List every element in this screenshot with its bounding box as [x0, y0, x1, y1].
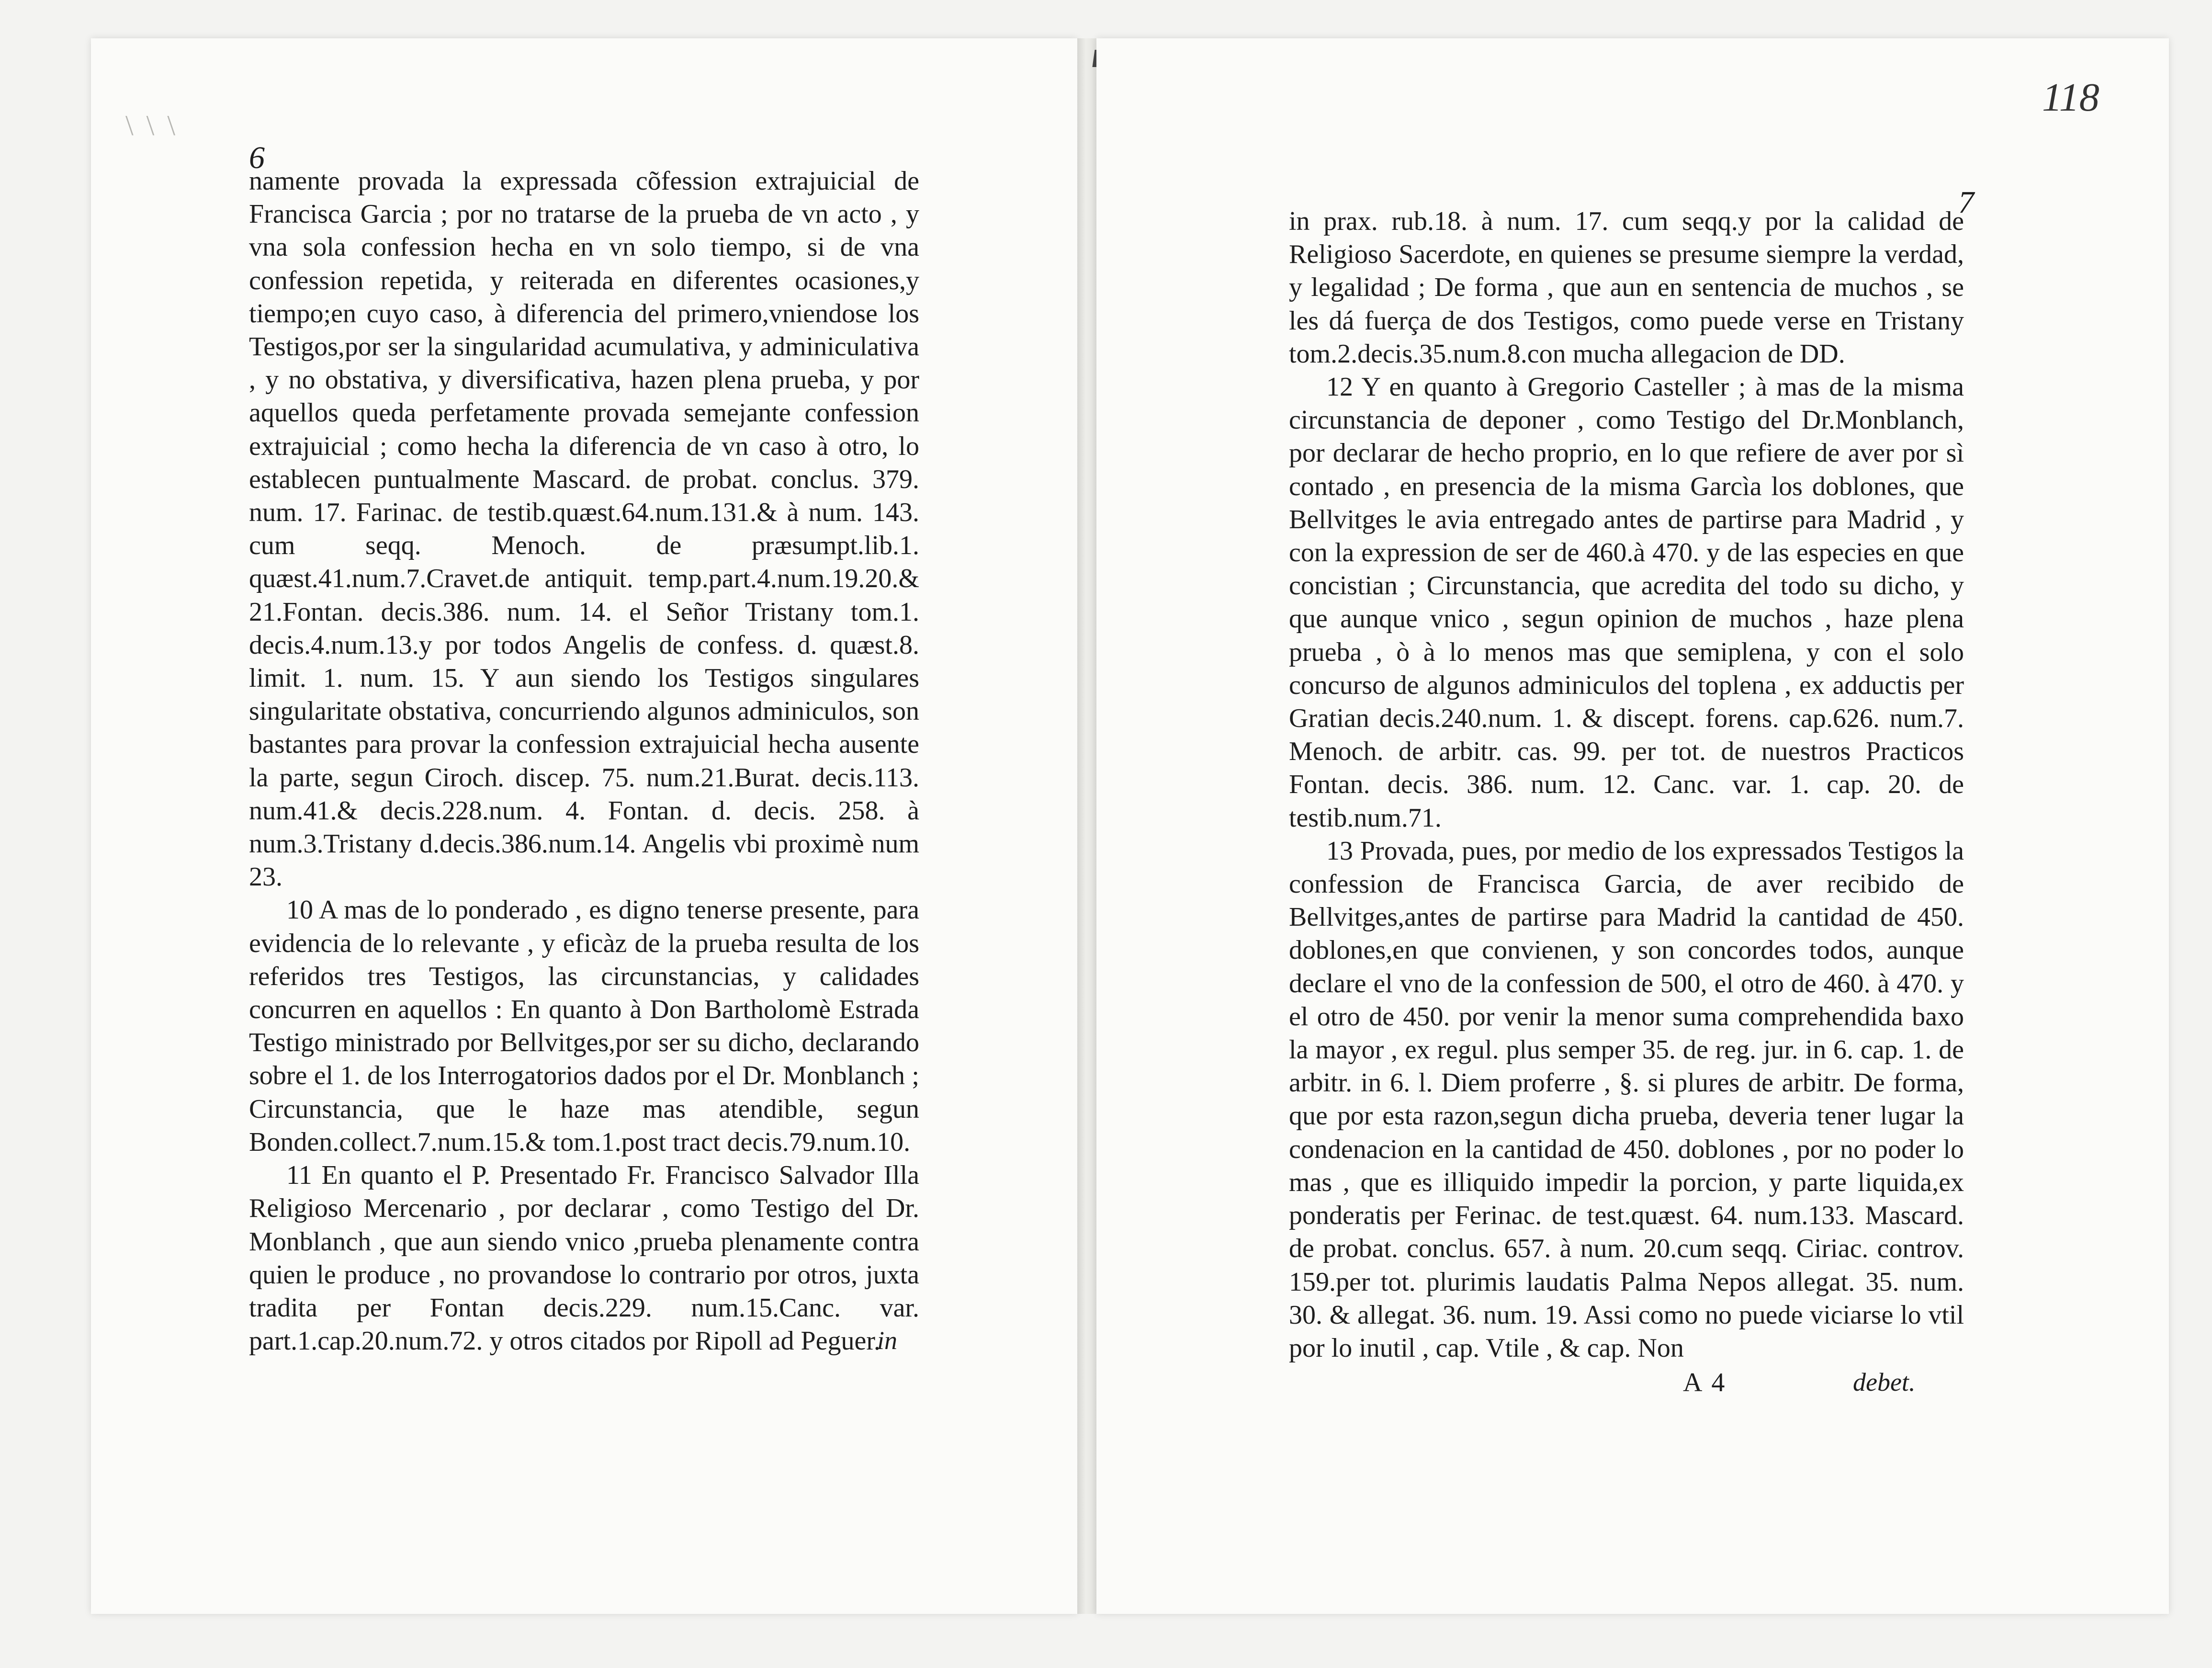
left-page-text [249, 165, 919, 1358]
left-catchword: in [877, 1326, 898, 1355]
book-gutter [1077, 38, 1096, 1614]
paragraph: in prax. rub.18. à num. 17. cum seqq.y por la calidad de Religioso Sacerdote, en quienes se presume siempre la verdad, y legalidad ; De forma , que aun en sentencia de muchos , se les dá fuerça de dos Testigos, como puede verse en Tristany tom.2.decis.35.num.8.con mucha allegacion de DD. [1289, 206, 1964, 369]
right-page-number: 7 [1958, 185, 1974, 220]
right-page-text [1289, 205, 1964, 1365]
paragraph: 10 A mas de lo ponderado , es digno tenerse presente, para evidencia de lo relevante , y eficàz de la prueba resulta de los referidos tres Testigos, las circunstancias, y calidades concurren en aquellos : En quanto à Don Bartholomè Estrada Testigo ministrado por Bellvitges,por ser su dicho, declarando sobre el 1. de los Interrogatorios dados por el Dr. Monblanch ; Circunstancia, que le haze mas atendible, segun Bonden.collect.7.num.15.& tom.1.post tract decis.79.num.10. [249, 895, 919, 1157]
left-page-number: 6 [249, 140, 265, 175]
paragraph: 13 Provada, pues, por medio de los expressados Testigos la confession de Francisca Garcia, de aver recibido de Bellvitges,antes de partirse para Madrid la cantidad de 450. doblones,en que convienen, y son concordes todos, aunque declare el vno de la confession de 500, el otro de 460. à 470. y el otro de 450. por venir la menor suma comprehendida baxo la mayor , ex regul. plus semper 35. de reg. jur. in 6. cap. 1. de arbitr. in 6. l. Diem proferre , §. si plures de arbitr. De forma, que por esta razon,segun dicha prueba, deveria tener lugar la condenacion en la cantidad de 450. doblones , por no poder lo mas , que es illiquido impedir la porcion, y parte liquida,ex ponderatis per Ferinac. de test.quæst. 64. num.133. Mascard. de probat. conclus. 657. à num. 20.cum seqq. Ciriac. controv. 159.per tot. plurimis laudatis Palma Nepos allegat. 35. num. 30. & allegat. 36. num. 19. Assi como no puede viciarse lo vtil por lo inutil , cap. Vtile , & cap. Non [1289, 836, 1964, 1363]
paragraph: namente provada la expressada cõfession extrajuicial de Francisca Garcia ; por no tratarse de la prueba de vn acto , y vna sola confession hecha en vn solo tiempo, si de vna confession repetida, y reiterada en diferentes ocasiones,y tiempo;en cuyo caso, à diferencia del primero,vniendose los Testigos,por ser la singularidad acumulativa, y adminiculativa , y no obstativa, y diversificativa, hazen plena prueba, y por aquellos queda perfetamente provada semejante confession extrajuicial ; como hecha la diferencia de vn caso à otro, lo establecen puntualmente Mascard. de probat. conclus. 379. num. 17. Farinac. de testib.quæst.64.num.131.& à num. 143. cum seqq. Menoch. de præsumpt.lib.1. quæst.41.num.7.Cravet.de antiquit. temp.part.4.num.19.20.& 21.Fontan. decis.386. num. 14. el Señor Tristany tom.1. decis.4.num.13.y por todos Angelis de confess. d. quæst.8. limit. 1. num. 15. Y aun siendo los Testigos singulares singularitate obstativa, concurriendo algunos adminiculos, son bastantes para provar la confession extrajuicial hecha ausente la parte, segun Ciroch. discep. 75. num.21.Burat. decis.113. num.41.& decis.228.num. 4. Fontan. d. decis. 258. à num.3.Tristany d.decis.386.num.14. Angelis vbi proximè num 23. [249, 166, 919, 892]
paragraph: 12 Y en quanto à Gregorio Casteller ; à mas de la misma circunstancia de deponer , como Testigo del Dr.Monblanch, por declarar de hecho proprio, en lo que refiere de aver por sì contado , en presencia de la misma Garcìa los doblones, que Bellvitges le avia entregado antes de partirse para Madrid , y con la expression de ser de 460.à 470. y de las especies en que concistian ; Circunstancia, que acredita del todo su dicho, y que aunque vnico , segun opinion de muchos , haze plena prueba , ò à lo menos mas que semiplena, y con el solo concurso de algunos adminiculos del toplena , ex adductis per Gratian decis.240.num. 1. & discept. forens. cap.626. num.7. Menoch. de arbitr. cas. 99. per tot. de nuestros Practicos Fontan. decis. 386. num. 12. Canc. var. 1. cap. 20. de testib.num.71. [1289, 372, 1964, 833]
paragraph: 11 En quanto el P. Presentado Fr. Francisco Salvador Illa Religioso Mercenario , por declarar , como Testigo del Dr. Monblanch , que aun siendo vnico ,prueba plenamente contra quien le produce , no provandose lo contrario por otros, juxta tradita per Fontan decis.229. num.15.Canc. var. part.1.cap.20.num.72. y otros citados por Ripoll ad Peguer. [249, 1160, 919, 1356]
corner-mark: \ \ \ [125, 110, 179, 141]
right-catchword: debet. [1853, 1368, 1916, 1396]
signature-mark: A 4 [1683, 1368, 1727, 1397]
handwritten-folio-number: 118 [2042, 75, 2099, 120]
